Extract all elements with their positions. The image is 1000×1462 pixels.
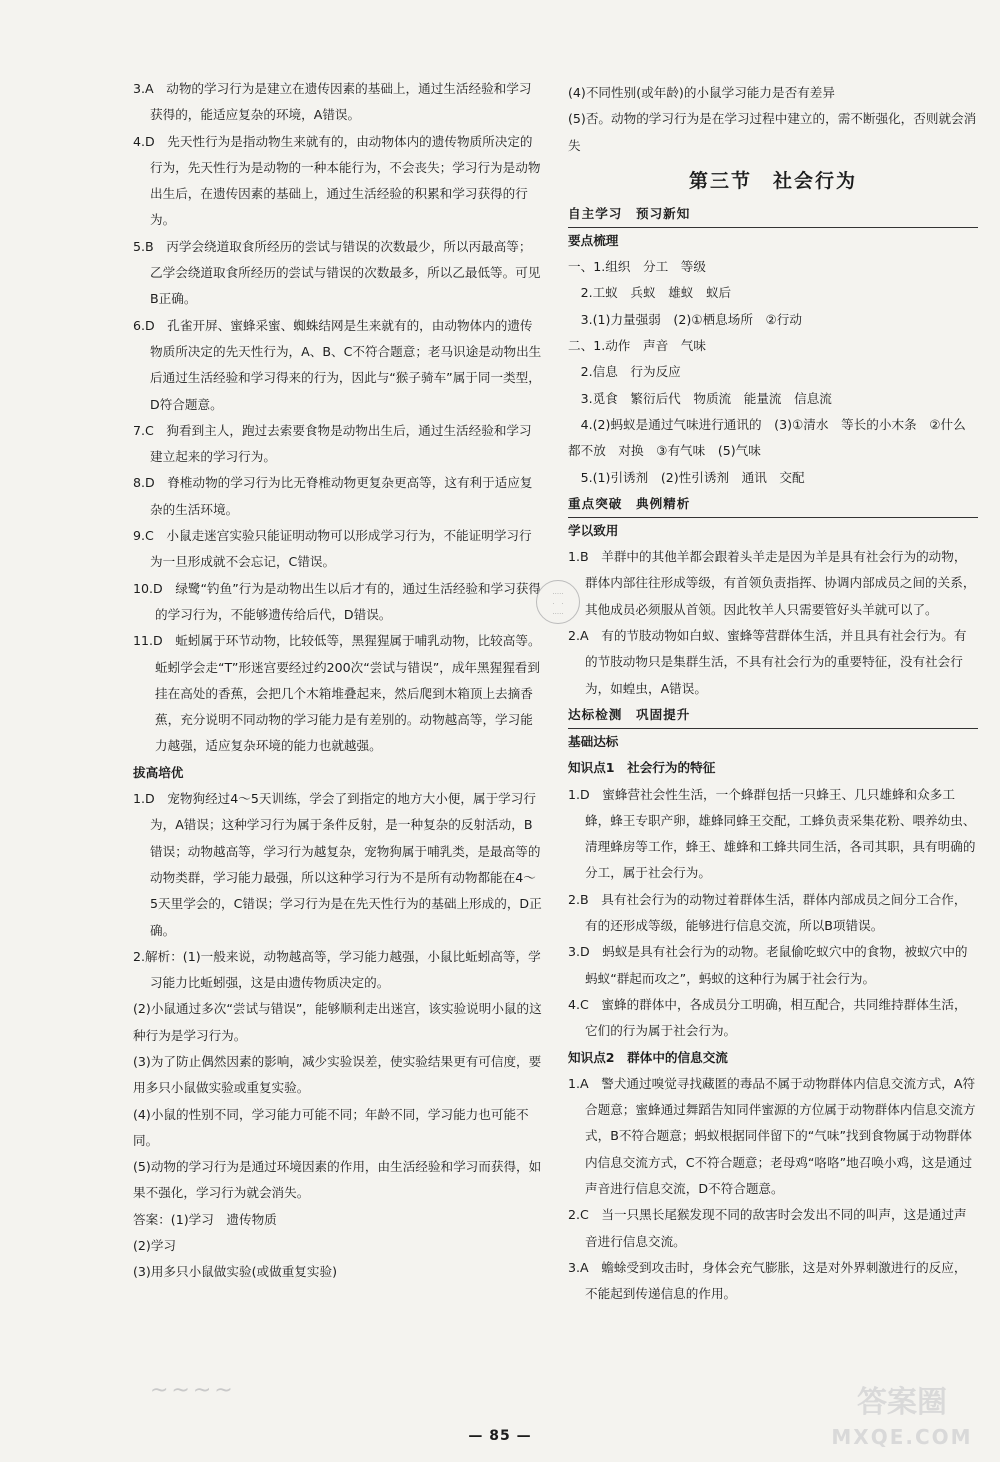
key-point-line: 3.觅食 繁衍后代 物质流 能量流 信息流 (568, 390, 832, 406)
answer-paragraph: (5)否。动物的学习行为是在学习过程中建立的，需不断强化，否则就会消失 (568, 111, 977, 153)
answer-item: 4.D 先天性行为是指动物生来就有的，由动物体内的遗传物质所决定的行为，先天性行为是动物的一种本能行为，不会丧失；学习行为是动物出生后，在遗传因素的基础上，通过生活经验的积累和学习获得的行为。 (133, 133, 541, 228)
answer-item: 1.D 宠物狗经过4～5天训练，学会了到指定的地方大小便，属于学习行为，A错误；这种学习行为属于条件反射，是一种复杂的反射活动，B错误；动物越高等，学习行为越复杂，宠物狗属于哺乳类，是最高等的动物类群，学习能力最强，所以这种学习行为不是所有动物都能在4～5天里学会的，C错误；学习行为是在先天性行为的基础上形成的，D正确。 (133, 791, 542, 938)
answer-item: 1.B 羊群中的其他羊都会跟着头羊走是因为羊是具有社会行为的动物，群体内部往往形成等级，有首领负责指挥、协调内部成员之间的关系，其他成员必须服从首领。因此牧羊人只需要管好头羊就可以了。 (568, 549, 976, 617)
key-point-line: 二、1.动作 声音 气味 (568, 338, 706, 354)
faint-handwriting: ~~~~ (150, 1378, 236, 1403)
subheading: 拔高培优 (133, 764, 184, 780)
answer-item: 3.D 蚂蚁是具有社会行为的动物。老鼠偷吃蚁穴中的食物，被蚁穴中的蚂蚁“群起而攻之”，蚂蚁的这种行为属于社会行为。 (568, 944, 968, 986)
answer-item: 11.D 蚯蚓属于环节动物，比较低等，黑猩猩属于哺乳动物，比较高等。蚯蚓学会走“T”形迷宫要经过约200次“尝试与错误”，成年黑猩猩看到挂在高处的香蕉，会把几个木箱堆叠起来，然后爬到木箱顶上去摘香蕉，充分说明不同动物的学习能力是有差别的。动物越高等，学习能力越强，适应复杂环境的能力也就越强。 (133, 633, 541, 754)
answer-item: 2.解析：(1)一般来说，动物越高等，学习能力越强，小鼠比蚯蚓高等，学习能力比蚯蚓强，这是由遗传物质决定的。 (133, 948, 541, 991)
answer-item: 5.B 丙学会绕道取食所经历的尝试与错误的次数最少，所以丙最高等；乙学会绕道取食所经历的尝试与错误的次数最多，所以乙最低等。可见B正确。 (133, 238, 541, 307)
answer-item: 3.A 蟾蜍受到攻击时，身体会充气膨胀，这是对外界刺激进行的反应，不能起到传递信息的作用。 (568, 1259, 967, 1302)
answer-paragraph: (2)学习 (133, 1238, 177, 1254)
answer-item: 7.C 狗看到主人，跑过去索要食物是动物出生后，通过生活经验和学习建立起来的学习行为。 (133, 422, 532, 465)
key-point-line: 4.(2)蚂蚁是通过气味进行通讯的 (3)①清水 等长的小木条 ②什么都不放 对换 ③有气味 (5)气味 (568, 416, 966, 459)
answer-item: 9.C 小鼠走迷宫实验只能证明动物可以形成学习行为，不能证明学习行为一旦形成就不会忘记，C错误。 (133, 528, 532, 570)
answer-item: 1.D 蜜蜂营社会性生活，一个蜂群包括一只蜂王、几只雄蜂和众多工蜂，蜂王专职产卵，雄蜂同蜂王交配，工蜂负责采集花粉、喂养幼虫、清理蜂房等工作，蜂王、雄蜂和工蜂共同生活，各司其职，具有明确的分工，属于社会行为。 (568, 786, 976, 881)
watermark-logo: 答案圈 MXQE.COM (831, 1385, 973, 1449)
answer-item: 10.D 绿鹭“钓鱼”行为是动物出生以后才有的，通过生活经验和学习获得的学习行为，不能够遗传给后代，D错误。 (133, 580, 541, 622)
page-number: — 85 — (468, 1428, 532, 1444)
answer-item: 2.B 具有社会行为的动物过着群体生活，群体内部成员之间分工合作，有的还形成等级，能够进行信息交流，所以B项错误。 (568, 891, 967, 934)
section-title: 第三节 社会行为 (688, 169, 857, 192)
answer-paragraph: (2)小鼠通过多次“尝试与错误”，能够顺利走出迷宫，该实验说明小鼠的这种行为是学习行为。 (133, 1001, 542, 1043)
answer-paragraph: (3)为了防止偶然因素的影响，减少实验误差，使实验结果更有可信度，要用多只小鼠做实验或重复实验。 (133, 1053, 542, 1096)
knowledge-point-2: 知识点2 群体中的信息交流 (568, 1049, 728, 1065)
knowledge-point-1: 知识点1 社会行为的特征 (568, 760, 716, 776)
key-point-line: 3.(1)力量强弱 (2)①栖息场所 ②行动 (568, 311, 802, 327)
subheading-apply: 学以致用 (568, 522, 619, 538)
left-column (133, 76, 543, 1286)
subheading-key-points: 要点梳理 (568, 232, 619, 248)
key-point-line: 2.工蚁 兵蚁 雄蚁 蚁后 (568, 285, 732, 301)
answer-item: 1.A 警犬通过嗅觉寻找藏匿的毒品不属于动物群体内信息交流方式，A符合题意；蜜蜂通过舞蹈告知同伴蜜源的方位属于动物群体内信息交流方式，B不符合题意；蚂蚁根据同伴留下的“气味”找到食物属于动物群体内信息交流方式，C不符合题意；老母鸡“咯咯”地召唤小鸡，这是通过声音进行信息交流，D不符合题意。 (568, 1075, 976, 1196)
key-point-line: 2.信息 行为反应 (568, 364, 681, 380)
answer-paragraph: (3)用多只小鼠做实验(或做重复实验) (133, 1264, 337, 1280)
stamp-mark: ····· · · ····· (536, 580, 580, 624)
subheading-basic: 基础达标 (568, 733, 619, 749)
key-point-line: 5.(1)引诱剂 (2)性引诱剂 通讯 交配 (568, 469, 805, 485)
answer-paragraph: (4)小鼠的性别不同，学习能力可能不同；年龄不同，学习能力也可能不同。 (133, 1106, 529, 1148)
answer-item: 2.C 当一只黑长尾猴发现不同的敌害时会发出不同的叫声，这是通过声音进行信息交流。 (568, 1207, 967, 1249)
key-point-line: 一、1.组织 分工 等级 (568, 259, 706, 275)
answer-paragraph: 答案：(1)学习 遗传物质 (133, 1211, 277, 1227)
answer-paragraph: (4)不同性别(或年龄)的小鼠学习能力是否有差异 (568, 85, 835, 100)
answer-item: 8.D 脊椎动物的学习行为比无脊椎动物更复杂更高等，这有利于适应复杂的生活环境。 (133, 475, 533, 517)
answer-item: 3.A 动物的学习行为是建立在遗传因素的基础上，通过生活经验和学习获得的，能适应复杂的环境，A错误。 (133, 81, 532, 123)
section-bar-assessment: 达标检测 巩固提升 (568, 702, 978, 729)
answer-item: 4.C 蜜蜂的群体中，各成员分工明确，相互配合，共同维持群体生活，它们的行为属于社会行为。 (568, 996, 967, 1039)
right-column (568, 80, 978, 1307)
answer-item: 2.A 有的节肢动物如白蚁、蜜蜂等营群体生活，并且具有社会行为。有的节肢动物只是集群生活，不具有社会行为的重要特征，没有社会行为，如蝗虫，A错误。 (568, 628, 967, 696)
section-bar-key-breakthrough: 重点突破 典例精析 (568, 491, 978, 518)
section-bar-self-study: 自主学习 预习新知 (568, 201, 978, 228)
answer-paragraph: (5)动物的学习行为是通过环境因素的作用，由生活经验和学习而获得，如果不强化，学习行为就会消失。 (133, 1159, 542, 1201)
answer-item: 6.D 孔雀开屏、蜜蜂采蜜、蜘蛛结网是生来就有的，由动物体内的遗传物质所决定的先天性行为，A、B、C不符合题意；老马识途是动物出生后通过生活经验和学习得来的行为，因此与“猴子骑车”属于同一类型，D符合题意。 (133, 317, 542, 412)
